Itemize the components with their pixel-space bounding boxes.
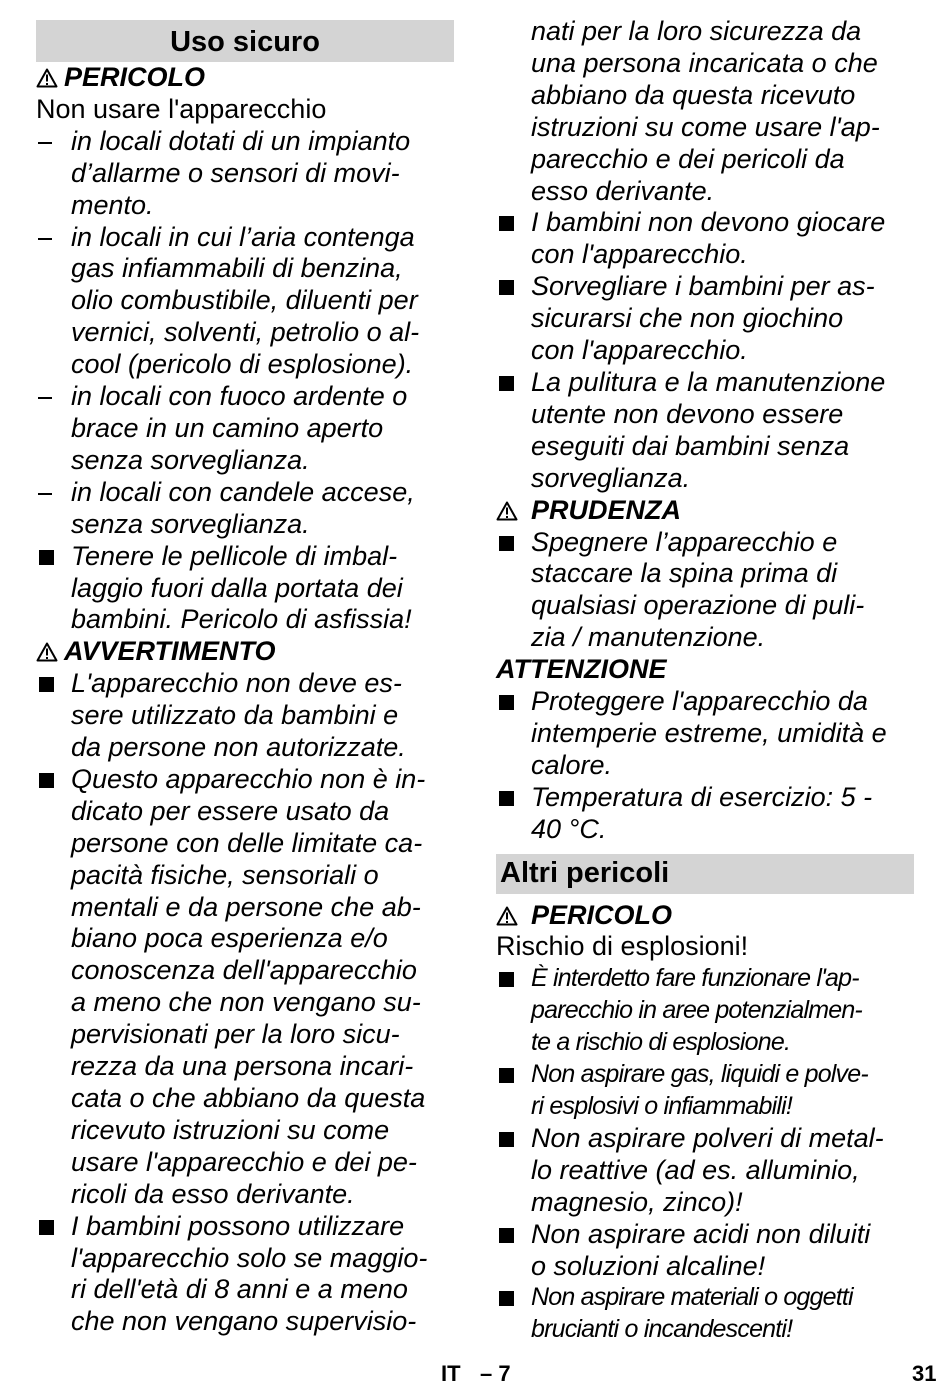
square-bullet-icon — [496, 207, 531, 271]
square-bullet-icon — [496, 271, 531, 367]
list-item — [496, 963, 914, 1059]
list-item — [496, 1282, 914, 1346]
explosion-intro: Rischio di esplosioni! — [496, 931, 749, 962]
danger-heading-text: PERICOLO — [531, 899, 673, 930]
list-item-text: in locali con candele accese, senza sorveglianza. — [71, 476, 415, 539]
list-item-text: Questo apparecchio non è in- dicato per essere usato da persone con delle limitate ca- pacità fisiche, sensoriali o mentali e da persone che ab- biano poca esperienza e/o conoscenza dell'apparecchio a meno che non vengano su- pervisionati per la loro sicu- rezza da una persona incari- cata o che abbiano da questa ricevuto istruzioni su come usare l'apparecchio e dei pe- ricoli da esso derivante. — [71, 763, 426, 1209]
warning-heading-text: AVVERTIMENTO — [64, 636, 276, 667]
list-item — [496, 527, 914, 655]
danger-heading-text: PERICOLO — [64, 62, 206, 92]
section-title-altri-pericoli: Altri pericoli — [496, 854, 914, 894]
list-item — [36, 764, 454, 1211]
square-bullet-icon — [496, 782, 531, 846]
dash-bullet-icon — [36, 477, 71, 541]
list-item-text: Non aspirare polveri di metal- lo reattive (ad es. alluminio, magnesio, zinco)! — [531, 1122, 884, 1217]
list-item-text: I bambini possono utilizzare l'apparecchio solo se maggio- ri dell'età di 8 anni e a meno che non vengano supervisio- — [71, 1210, 428, 1337]
list-item — [36, 1211, 454, 1339]
list-item — [496, 271, 914, 367]
square-bullet-icon — [36, 541, 71, 637]
list-item-text: L'apparecchio non deve es- sere utilizzato da bambini e da persone non autorizzate. — [71, 668, 406, 763]
caution-heading-text: PRUDENZA — [531, 494, 682, 525]
footer-page-number: 31 — [912, 1361, 937, 1386]
list-item — [36, 477, 454, 541]
continuation-text — [496, 16, 914, 207]
list-item-text: Non aspirare acidi non diluiti o soluzioni alcaline! — [531, 1218, 871, 1281]
dash-bullet-icon — [36, 381, 71, 477]
square-bullet-icon — [496, 1282, 531, 1346]
list-item — [36, 668, 454, 764]
list-item-text: in locali con fuoco ardente o brace in un camino aperto senza sorveglianza. — [71, 381, 408, 475]
square-bullet-icon — [36, 764, 71, 1211]
list-item — [496, 1123, 914, 1219]
square-bullet-icon — [496, 963, 531, 1059]
list-item — [36, 126, 454, 222]
list-item-text: È interdetto fare funzionare l'ap- parecchio in aree potenzialmen- te a rischio di esplosione. — [531, 964, 862, 1057]
warning-triangle-icon — [496, 501, 531, 521]
list-item-text: I bambini non devono giocare con l'apparecchio. — [531, 207, 886, 270]
list-item-text: in locali in cui l’aria contenga gas infiammabili di benzina, olio combustibile, diluenti per vernici, solventi, petrolio o al- cool (pericolo di esplosione). — [71, 221, 420, 380]
attention-heading — [496, 654, 914, 686]
warning-triangle-icon — [36, 68, 64, 88]
list-item — [496, 1219, 914, 1283]
list-item — [496, 686, 914, 782]
section-title-uso-sicuro: Uso sicuro — [36, 20, 454, 62]
square-bullet-icon — [36, 1211, 71, 1339]
footer-language: IT — [441, 1361, 461, 1386]
list-item-text: Sorvegliare i bambini per as- sicurarsi che non giochino con l'apparecchio. — [531, 271, 875, 366]
list-item-text: Temperatura di esercizio: 5 - 40 °C. — [531, 781, 873, 844]
square-bullet-icon — [496, 1059, 531, 1123]
list-item — [496, 367, 914, 495]
warning-triangle-icon — [36, 642, 64, 662]
list-item-text: in locali dotati di un impianto d’allarme o sensori di movi- mento. — [71, 125, 411, 220]
attention-heading-text: ATTENZIONE — [496, 654, 667, 685]
footer-page-label: – 7 — [480, 1361, 511, 1386]
list-item — [36, 541, 454, 637]
warning-triangle-icon — [496, 906, 531, 926]
list-item — [496, 207, 914, 271]
dash-bullet-icon — [36, 126, 71, 222]
intro-text: Non usare l'apparecchio — [36, 93, 327, 124]
danger-heading — [36, 62, 454, 94]
list-item-text: Tenere le pellicole di imbal- laggio fuori dalla portata dei bambini. Pericolo di asfissia! — [71, 540, 412, 635]
list-item — [496, 782, 914, 846]
danger-heading — [496, 900, 914, 932]
list-item-text: Non aspirare materiali o oggetti brucianti o incandescenti! — [531, 1283, 853, 1344]
list-item-text: La pulitura e la manutenzione utente non devono essere eseguiti dai bambini senza sorveglianza. — [531, 366, 886, 493]
continuation-text-body: nati per la loro sicurezza da una persona incaricata o che abbiano da questa ricevuto istruzioni su come usare l'ap- parecchio e dei pericoli da esso derivante. — [531, 16, 880, 206]
square-bullet-icon — [496, 367, 531, 495]
list-item — [36, 381, 454, 477]
right-column — [496, 16, 914, 1346]
square-bullet-icon — [496, 686, 531, 782]
left-column — [36, 20, 454, 1338]
dash-bullet-icon — [36, 222, 71, 382]
list-item — [496, 1059, 914, 1123]
list-item-text: Proteggere l'apparecchio da intemperie estreme, umidità e calore. — [531, 686, 887, 780]
warning-heading — [36, 636, 454, 668]
square-bullet-icon — [496, 1219, 531, 1283]
list-item-text: Non aspirare gas, liquidi e polve- ri esplosivi o infiammabili! — [531, 1060, 868, 1120]
list-item — [36, 222, 454, 382]
list-item-text: Spegnere l’apparecchio e staccare la spina prima di qualsiasi operazione di puli- zia / manutenzione. — [531, 526, 865, 653]
square-bullet-icon — [36, 668, 71, 764]
caution-heading — [496, 495, 914, 527]
square-bullet-icon — [496, 1123, 531, 1219]
square-bullet-icon — [496, 527, 531, 655]
